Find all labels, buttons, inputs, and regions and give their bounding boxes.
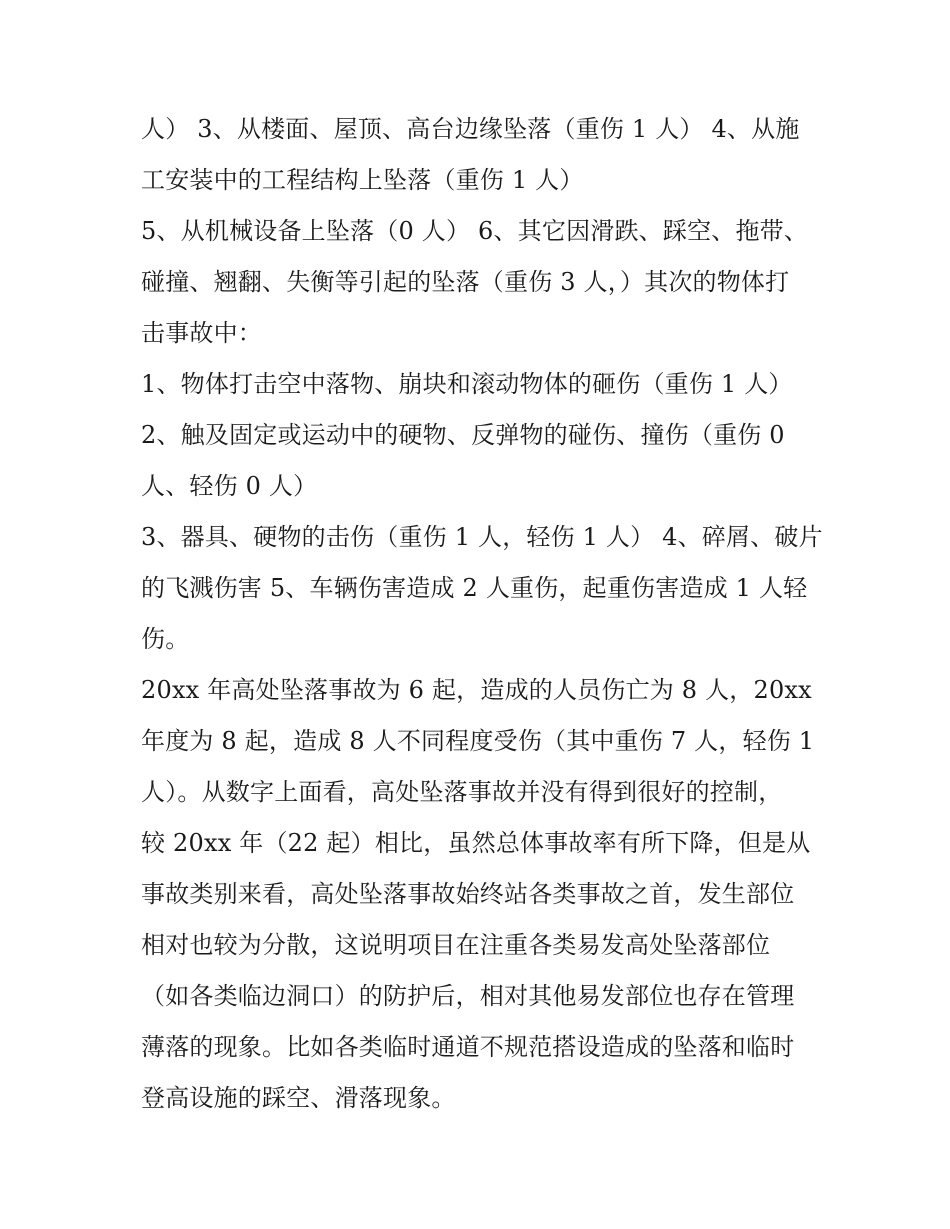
text-line: （如各类临边洞口）的防护后，相对其他易发部位也存在管理: [141, 982, 795, 1010]
text-line: 相对也较为分散，这说明项目在注重各类易发高处坠落部位: [141, 931, 771, 959]
text-line: 1、物体打击空中落物、崩块和滚动物体的砸伤（重伤 1 人）: [141, 370, 793, 398]
text-line: 5、从机械设备上坠落（0 人） 6、其它因滑跌、踩空、拖带、: [141, 217, 809, 245]
text-line: 击事故中：: [141, 319, 262, 347]
text-line: 伤。: [141, 625, 190, 653]
text-line: 人）。从数字上面看，高处坠落事故并没有得到很好的控制，: [141, 778, 783, 806]
text-line: 年度为 8 起，造成 8 人不同程度受伤（其中重伤 7 人，轻伤 1: [141, 727, 815, 755]
text-line: 人） 3、从楼面、屋顶、高台边缘坠落（重伤 1 人） 4、从施: [141, 115, 800, 143]
text-line: 3、器具、硬物的击伤（重伤 1 人，轻伤 1 人） 4、碎屑、破片: [141, 523, 823, 551]
text-body: [141, 104, 821, 1124]
text-line: 人、轻伤 0 人）: [141, 472, 318, 500]
text-line: 薄落的现象。比如各类临时通道不规范搭设造成的坠落和临时: [141, 1033, 795, 1061]
text-line: 事故类别来看，高处坠落事故始终站各类事故之首，发生部位: [141, 880, 795, 908]
text-line: 登高设施的踩空、滑落现象。: [141, 1084, 456, 1112]
text-line: 较 20xx 年（22 起）相比，虽然总体事故率有所下降，但是从: [141, 829, 811, 857]
text-line: 碰撞、翘翻、失衡等引起的坠落（重伤 3 人，）其次的物体打: [141, 268, 790, 296]
text-line: 20xx 年高处坠落事故为 6 起，造成的人员伤亡为 8 人，20xx: [141, 676, 812, 704]
text-line: 2、触及固定或运动中的硬物、反弹物的碰伤、撞伤（重伤 0: [141, 421, 785, 449]
text-line: 的飞溅伤害 5、车辆伤害造成 2 人重伤，起重伤害造成 1 人轻: [141, 574, 808, 602]
text-line: 工安装中的工程结构上坠落（重伤 1 人）: [141, 166, 584, 194]
